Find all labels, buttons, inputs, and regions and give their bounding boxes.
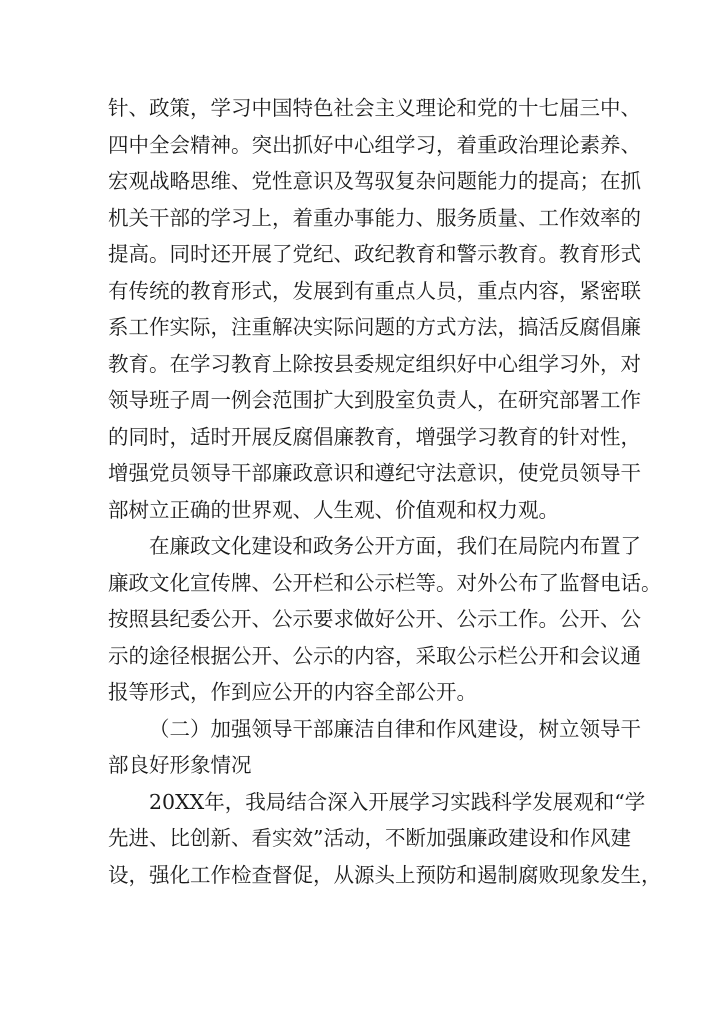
body-text-line: 设，强化工作检查督促，从源头上预防和遏制腐败现象发生， — [108, 862, 662, 887]
body-text-line: 示的途径根据公开、公示的内容，采取公示栏公开和会议通 — [108, 643, 641, 668]
section-heading-line: 部良好形象情况 — [108, 753, 252, 777]
body-text-line: 的同时，适时开展反腐倡廉教育，增强学习教育的针对性， — [108, 424, 641, 449]
body-text-line: 教育。在学习教育上除按县委规定组织好中心组学习外，对 — [108, 351, 641, 376]
body-text-line: 增强党员领导干部廉政意识和遵纪守法意识，使党员领导干 — [108, 461, 641, 485]
body-text-line: 按照县纪委公开、公示要求做好公开、公示工作。公开、公 — [108, 607, 641, 631]
section-heading-line: （二）加强领导干部廉洁自律和作风建设，树立领导干 — [149, 716, 641, 741]
paragraph-first-line: 20XX年，我局结合深入开展学习实践科学发展观和“学 — [149, 789, 646, 814]
body-text-line: 针、政策，学习中国特色社会主义理论和党的十七届三中、 — [108, 96, 641, 120]
body-text-line: 廉政文化宣传牌、公开栏和公示栏等。对外公布了监督电话。 — [108, 570, 662, 595]
body-text-line: 四中全会精神。突出抓好中心组学习，着重政治理论素养、 — [108, 132, 641, 157]
paragraph-first-line: 在廉政文化建设和政务公开方面，我们在局院内布置了 — [149, 534, 641, 558]
body-text-line: 有传统的教育形式，发展到有重点人员，重点内容，紧密联 — [108, 278, 641, 303]
body-text-line: 系工作实际，注重解决实际问题的方式方法，搞活反腐倡廉 — [108, 315, 641, 339]
body-text-line: 部树立正确的世界观、人生观、价值观和权力观。 — [108, 497, 559, 522]
body-text-line: 报等形式，作到应公开的内容全部公开。 — [108, 680, 477, 704]
document-page — [108, 90, 662, 893]
body-text-line: 领导班子周一例会范围扩大到股室负责人，在研究部署工作 — [108, 388, 641, 412]
body-text-line: 提高。同时还开展了党纪、政纪教育和警示教育。教育形式 — [108, 242, 641, 266]
body-text-line: 先进、比创新、看实效”活动，不断加强廉政建设和作风建 — [108, 826, 631, 850]
body-text-line: 宏观战略思维、党性意识及驾驭复杂问题能力的提高；在抓 — [108, 169, 641, 193]
body-text-line: 机关干部的学习上，着重办事能力、服务质量、工作效率的 — [108, 205, 641, 230]
